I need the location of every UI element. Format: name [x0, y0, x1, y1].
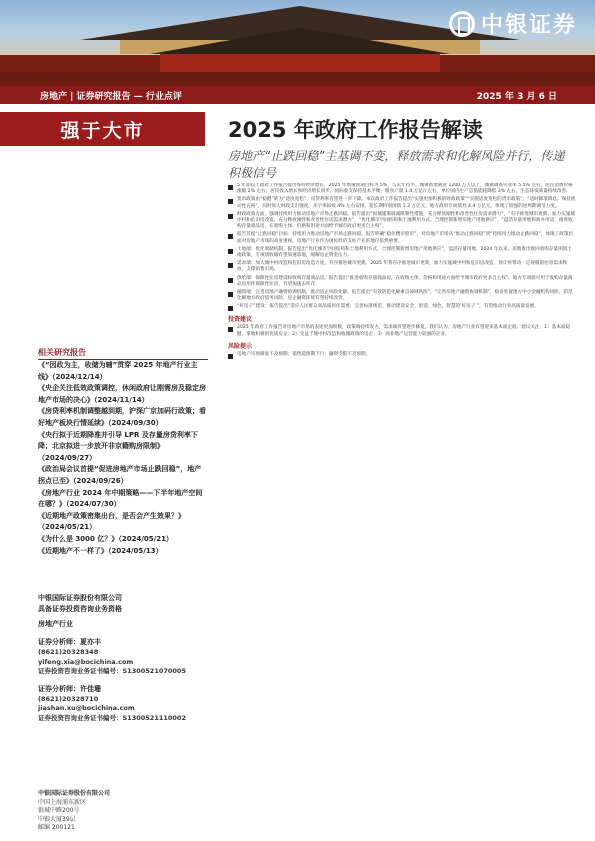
- address-line: 中银大厦39层: [38, 815, 76, 823]
- footer-firm-name: 中银国际证券股份有限公司: [38, 790, 111, 797]
- report-category-bar: [0, 86, 595, 104]
- firm-sector: 房地产行业: [38, 620, 73, 628]
- paragraph: 报告首提“止跌回稳”目标：持续用力推动房地产市场止跌回稳。报告明确“稳住楼市股市”，对房地产市场从“推动止跌回稳”到“持续用力推动止跌回稳”，体现了政策层面对房地产市场的高度重视，房地产行业作为国民经济支柱产业的地位依然重要。: [228, 232, 576, 244]
- brand-logo: [449, 8, 577, 39]
- related-report-link[interactable]: 《房地产行业 2024 年中期策略——下半年地产空间在哪？》（2024/07/30）: [38, 488, 203, 509]
- bullet-icon: [228, 249, 233, 254]
- header-banner: [0, 0, 595, 86]
- bullet-icon: [228, 292, 233, 297]
- address-line: 中国上海浦东新区: [38, 798, 87, 806]
- bullet-icon: [228, 306, 233, 311]
- report-category: 房地产 | 证券研究报告 — 行业点评: [40, 91, 182, 102]
- report-subtitle: 房地产“止跌回稳”主基调不变，释放需求和化解风险并行，传递积极信号: [228, 149, 565, 180]
- paragraph: 财政政策方面，强调持续用力推动房地产市场止跌回稳。报告提出“因城施策调减限制性措施，充分释放刚性和改善性住房需求潜力”，“有序推进城市更新，加力实施城中村和危旧房改造，充分释放刚性和改善性住房需求潜力”，“优化城市空间结构和土地利用方式，合理控制新增房地产用地供应”，“盘活存量用地和商办用房，推进收购存量商品房，在收购主体、价格和用途方面给予城市政府更多自主权”。: [228, 212, 576, 231]
- paragraph: 货币政策由“稳健”转为“适度宽松”，房贷利率有望进一步下降。本次政府工作报告提出“实施更加积极的财政政策”“实施适度宽松的货币政策”，“适时降准降息，保持流动性充裕”，同时加大财政支出强度，赤字率拟按 4% 左右安排，超长期特别国债 1.3 万亿元，地方政府专项债券 4.4 万亿元，体现了较强的逆周期调节力度。: [228, 197, 576, 209]
- bullet-icon: [228, 327, 233, 332]
- analyst-name: 证券分析师：夏亦丰: [38, 638, 101, 646]
- paragraph: 5 年期以上政府工作报告提出保持经济增长，2025 年增速预期目标为 5%，与去年持平。城镇新增就业 1200 万人以上，城镇调查失业率 5.5% 左右，居民消费价格涨幅 2% 左右，居民收入增长和经济增长同步，国际收支保持基本平衡，粮食产量 1.4 万亿斤左右，单位国内生产总值能耗降低 3% 左右，生态环境质量持续改善。: [228, 183, 576, 195]
- related-report-link[interactable]: 《央企关注低效政策调控，休闲政府让刚需房及稳定房地产市场的决心》（2024/11/14）: [38, 384, 206, 404]
- paragraph: “好房子”建设：报告提出“适应人民群众高品质居住需要，完善标准规范，推动建设安全、舒适、绿色、智慧的‘好房子’”，有望推动行业高质量发展。: [228, 304, 576, 311]
- bullet-icon: [228, 278, 233, 283]
- bullet-icon: [228, 185, 233, 190]
- bullet-icon: [228, 354, 233, 359]
- bullet-icon: [228, 199, 233, 204]
- paragraph: 供给端：保障性住房建设和收购存量商品房。报告提出“推进收购存量商品房，在收购主体、价格和用途方面给予城市政府更多自主权”，地方专项债可用于收购存量商品房用作保障性住房，有望加速去库存。: [228, 276, 576, 288]
- address-line: 银城中路200号: [38, 807, 80, 815]
- paragraph: 土地端：优化收储机制。报告提出“优化城市空间结构和土地利用方式，合理控制新增房地产用地供应”，盘活存量用地。2024 年以来，多地推出收回收购存量闲置土地政策，专项债收储有望加速落地，缓解房企资金压力。: [228, 247, 576, 259]
- paragraph: 房地产市场修复不及预期；销售超预期下行；融资受阻不及预期。: [228, 352, 576, 359]
- bullet-icon: [228, 214, 233, 219]
- analyst-email[interactable]: jiashan.xu@bocichina.com: [38, 704, 135, 712]
- analyst-cert: 证券投资咨询业务证书编号：S1300521110002: [38, 713, 186, 722]
- firm-qualification: 具备证券投资咨询业务资格: [38, 605, 122, 613]
- analyst-cert: 证券投资咨询业务证书编号：S1300521070005: [38, 667, 186, 675]
- related-report-link[interactable]: 《为什么是 3000 亿？》（2024/05/21）: [38, 534, 173, 543]
- risk-heading: 风险提示: [228, 342, 253, 350]
- related-report-link[interactable]: 《近期地产不一样了》（2024/05/13）: [38, 546, 163, 555]
- report-body: [228, 183, 576, 783]
- analyst-email[interactable]: yifeng.xia@bocichina.com: [38, 657, 134, 666]
- related-reports-title: 相关研究报告: [38, 347, 208, 360]
- related-report-link[interactable]: 《“因政为主，收储为辅”贯穿 2025 年地产行业主线》（2024/12/14）: [38, 361, 198, 381]
- report-date: 2025 年 3 月 6 日: [476, 91, 557, 102]
- analyst-name: 证券分析师：许佳珊: [38, 684, 101, 693]
- firm-address: [38, 790, 208, 833]
- rating-badge: 强于大市: [0, 112, 205, 146]
- bullet-icon: [228, 234, 233, 239]
- analyst-phone: (8621)20328710: [38, 694, 99, 703]
- paragraph: 融资端：完善房地产融资协调机制，推动房企风险化解。报告提出“有效防范化解重点领域风险”，“完善房地产融资协调机制”，稳妥处置地方中小金融机构风险，防范化解地方政府债务风险，房企融资环境有望持续改善。: [228, 290, 576, 302]
- paragraph: 2025 年政府工作报告对房地产市场的表述更加积极，政策端持续发力，需求端有望逐步修复。我们认为，房地产行业有望迎来基本面企稳，建议关注：1）基本面稳健、拿地积极的优质房企；2）受益于城中村改造和收储政策的房企；3）商业地产运营能力较强的企业。: [228, 325, 576, 337]
- address-line: 邮编 200121: [38, 824, 75, 832]
- bank-logo-icon: [449, 11, 475, 37]
- firm-name: 中银国际证券股份有限公司: [38, 594, 122, 602]
- related-reports-list: [38, 360, 208, 557]
- analyst-phone: (8621)20328348: [38, 648, 99, 656]
- related-report-link[interactable]: 《近期地产政策密集出台，是否会产生效果？》（2024/05/21）: [38, 511, 185, 532]
- related-report-link[interactable]: 《房贷利率机制调整越到期，沪深广京加码行政策；看好地产板块行情延续》（2024/09/30）: [38, 407, 206, 427]
- report-title: 2025 年政府工作报告解读: [228, 118, 483, 142]
- bullet-icon: [228, 263, 233, 268]
- related-report-link[interactable]: 《央行拟于近期降准并引导 LPR 及存量房贷利率下降；北京拟进一步放开非京籍购房限制》（2024/09/27）: [38, 430, 198, 462]
- brand-name: 中银证券: [480, 13, 577, 38]
- invest-heading: 投资建议: [228, 316, 253, 324]
- related-report-link[interactable]: 《政治局会议首提“促进房地产市场止跌回稳”，地产拐点已至》（2024/09/26）: [38, 465, 202, 485]
- firm-info: [38, 593, 208, 723]
- paragraph: 需求端：加大城中村改造和危旧房改造力度，有序推进城市更新。2025 年将有序推进城市更新，加力实施城中村和危旧房改造，预计将带动一定规模的住房需求释放，支撑销售市场。: [228, 261, 576, 273]
